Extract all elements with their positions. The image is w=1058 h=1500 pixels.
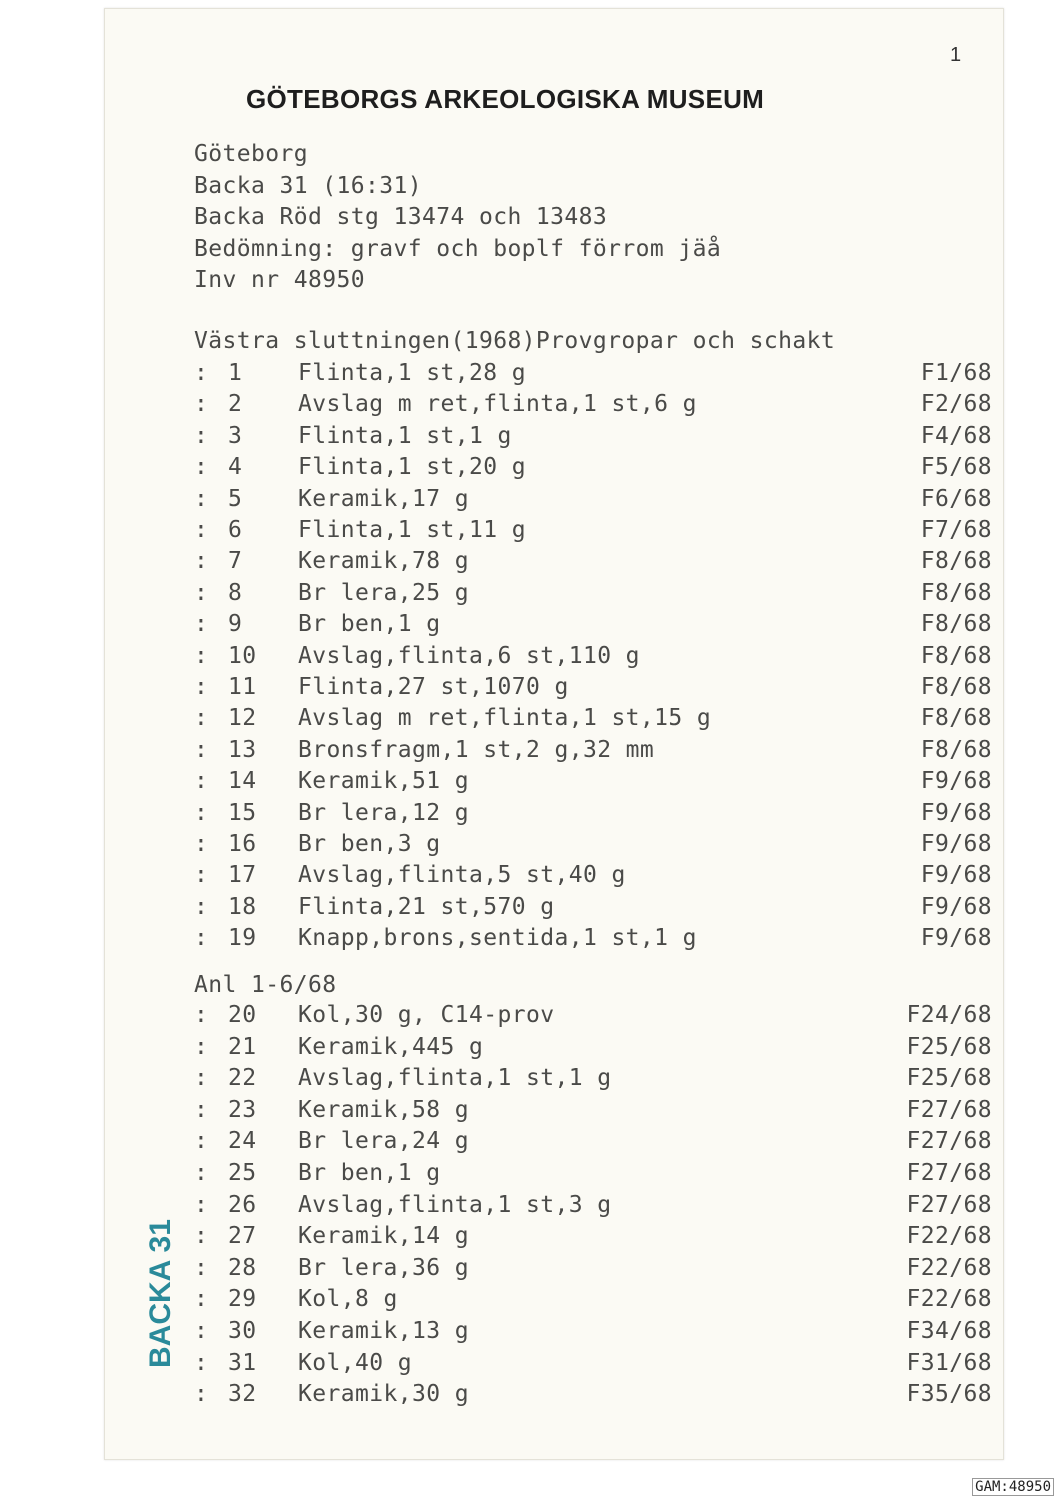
item-number: 24 bbox=[228, 1128, 257, 1155]
item-reference: F27/68 bbox=[906, 1191, 992, 1218]
item-number: 7 bbox=[228, 548, 243, 575]
museum-title: GÖTEBORGS ARKEOLOGISKA MUSEUM bbox=[246, 84, 765, 114]
item-number: 29 bbox=[228, 1286, 257, 1313]
item-reference: F27/68 bbox=[906, 1128, 992, 1155]
item-number: 20 bbox=[228, 1002, 257, 1028]
item-number: 17 bbox=[228, 862, 257, 889]
item-reference: F27/68 bbox=[906, 1160, 992, 1186]
item-number: 22 bbox=[228, 1065, 257, 1092]
item-number: 25 bbox=[228, 1160, 257, 1186]
item-description: Kol,8 g bbox=[298, 1286, 398, 1313]
item-number: 28 bbox=[228, 1254, 257, 1281]
item-number: 2 bbox=[228, 391, 243, 418]
item-reference: F8/68 bbox=[920, 674, 992, 700]
item-description: Keramik,13 g bbox=[298, 1318, 469, 1344]
item-description: Flinta,1 st,20 g bbox=[298, 454, 526, 481]
item-colon: : bbox=[194, 831, 209, 857]
item-number: 3 bbox=[228, 422, 243, 449]
item-reference: F27/68 bbox=[906, 1096, 992, 1123]
item-colon: : bbox=[194, 1223, 209, 1250]
item-number: 1 bbox=[228, 360, 243, 386]
item-description: Kol,30 g, C14-prov bbox=[298, 1002, 555, 1028]
header-line: Bedömning: gravf och boplf förrom jäå bbox=[194, 235, 722, 262]
item-description: Avslag m ret,flinta,1 st,6 g bbox=[298, 391, 697, 418]
item-description: Keramik,30 g bbox=[298, 1381, 469, 1408]
item-number: 26 bbox=[228, 1191, 257, 1218]
item-number: 11 bbox=[228, 674, 257, 700]
item-colon: : bbox=[194, 454, 209, 481]
item-number: 23 bbox=[228, 1096, 257, 1123]
item-reference: F9/68 bbox=[920, 925, 992, 952]
item-colon: : bbox=[194, 1381, 209, 1408]
item-description: Br lera,24 g bbox=[298, 1128, 469, 1155]
item-colon: : bbox=[194, 1318, 209, 1344]
item-colon: : bbox=[194, 799, 209, 826]
item-description: Keramik,445 g bbox=[298, 1033, 484, 1060]
item-description: Keramik,51 g bbox=[298, 768, 469, 795]
item-colon: : bbox=[194, 360, 209, 386]
header-line: Göteborg bbox=[194, 141, 308, 167]
item-reference: F8/68 bbox=[920, 642, 992, 669]
item-colon: : bbox=[194, 548, 209, 575]
item-reference: F8/68 bbox=[920, 548, 992, 575]
item-colon: : bbox=[194, 1128, 209, 1155]
item-number: 14 bbox=[228, 768, 257, 795]
item-colon: : bbox=[194, 1160, 209, 1186]
item-number: 12 bbox=[228, 705, 257, 732]
item-description: Avslag,flinta,1 st,1 g bbox=[298, 1065, 612, 1092]
item-colon: : bbox=[194, 579, 209, 606]
item-description: Flinta,27 st,1070 g bbox=[298, 674, 569, 700]
item-colon: : bbox=[194, 893, 209, 920]
item-reference: F8/68 bbox=[920, 611, 992, 638]
item-description: Bronsfragm,1 st,2 g,32 mm bbox=[298, 736, 655, 763]
item-colon: : bbox=[194, 1002, 209, 1028]
header-line: Backa Röd stg 13474 och 13483 bbox=[194, 204, 608, 230]
item-colon: : bbox=[194, 1286, 209, 1313]
item-reference: F9/68 bbox=[920, 831, 992, 857]
item-reference: F2/68 bbox=[920, 391, 992, 418]
item-colon: : bbox=[194, 674, 209, 700]
item-description: Br lera,36 g bbox=[298, 1254, 469, 1281]
item-description: Avslag,flinta,6 st,110 g bbox=[298, 642, 640, 669]
item-number: 6 bbox=[228, 517, 243, 543]
item-description: Flinta,1 st,1 g bbox=[298, 422, 512, 449]
footer-id: GAM:48950 bbox=[972, 1478, 1054, 1496]
item-description: Br ben,1 g bbox=[298, 1160, 441, 1186]
item-description: Br lera,25 g bbox=[298, 579, 469, 606]
item-reference: F9/68 bbox=[920, 768, 992, 795]
stamp-text: BACKA 31 bbox=[144, 1219, 177, 1368]
item-description: Flinta,21 st,570 g bbox=[298, 893, 555, 920]
item-reference: F22/68 bbox=[906, 1254, 992, 1281]
item-description: Kol,40 g bbox=[298, 1349, 412, 1376]
item-reference: F31/68 bbox=[906, 1349, 992, 1376]
item-number: 15 bbox=[228, 799, 257, 826]
item-reference: F25/68 bbox=[906, 1065, 992, 1092]
item-number: 4 bbox=[228, 454, 243, 481]
item-reference: F1/68 bbox=[920, 360, 992, 386]
item-colon: : bbox=[194, 862, 209, 889]
item-number: 9 bbox=[228, 611, 243, 638]
item-colon: : bbox=[194, 925, 209, 952]
item-colon: : bbox=[194, 517, 209, 543]
item-reference: F22/68 bbox=[906, 1223, 992, 1250]
section1-title: Västra sluttningen(1968)Provgropar och schakt bbox=[194, 328, 836, 354]
item-reference: F22/68 bbox=[906, 1286, 992, 1313]
item-colon: : bbox=[194, 642, 209, 669]
item-description: Flinta,1 st,28 g bbox=[298, 360, 526, 386]
item-number: 10 bbox=[228, 642, 257, 669]
item-colon: : bbox=[194, 611, 209, 638]
item-colon: : bbox=[194, 422, 209, 449]
item-colon: : bbox=[194, 1033, 209, 1060]
page-number: 1 bbox=[950, 44, 962, 66]
item-colon: : bbox=[194, 1065, 209, 1092]
item-colon: : bbox=[194, 1191, 209, 1218]
item-number: 16 bbox=[228, 831, 257, 857]
item-description: Avslag,flinta,5 st,40 g bbox=[298, 862, 626, 889]
item-number: 21 bbox=[228, 1033, 257, 1060]
item-number: 18 bbox=[228, 893, 257, 920]
header-line: Backa 31 (16:31) bbox=[194, 172, 422, 199]
item-description: Br ben,1 g bbox=[298, 611, 441, 638]
item-description: Keramik,14 g bbox=[298, 1223, 469, 1250]
item-description: Keramik,78 g bbox=[298, 548, 469, 575]
item-reference: F6/68 bbox=[920, 485, 992, 512]
item-reference: F34/68 bbox=[906, 1318, 992, 1344]
item-colon: : bbox=[194, 736, 209, 763]
item-description: Knapp,brons,sentida,1 st,1 g bbox=[298, 925, 697, 952]
item-number: 32 bbox=[228, 1381, 257, 1408]
section2-title: Anl 1-6/68 bbox=[194, 972, 337, 998]
item-reference: F5/68 bbox=[920, 454, 992, 481]
item-description: Keramik,17 g bbox=[298, 485, 469, 512]
item-number: 13 bbox=[228, 736, 257, 763]
item-number: 8 bbox=[228, 579, 243, 606]
backa-stamp bbox=[120, 1190, 190, 1370]
item-number: 31 bbox=[228, 1349, 257, 1376]
item-colon: : bbox=[194, 485, 209, 512]
item-description: Br ben,3 g bbox=[298, 831, 441, 857]
item-reference: F24/68 bbox=[906, 1002, 992, 1028]
item-number: 27 bbox=[228, 1223, 257, 1250]
item-reference: F25/68 bbox=[906, 1033, 992, 1060]
item-description: Flinta,1 st,11 g bbox=[298, 517, 526, 543]
item-reference: F8/68 bbox=[920, 705, 992, 732]
item-reference: F8/68 bbox=[920, 736, 992, 763]
item-reference: F7/68 bbox=[920, 517, 992, 543]
item-description: Br lera,12 g bbox=[298, 799, 469, 826]
item-colon: : bbox=[194, 1254, 209, 1281]
item-reference: F8/68 bbox=[920, 579, 992, 606]
header-line: Inv nr 48950 bbox=[194, 267, 365, 293]
item-reference: F9/68 bbox=[920, 893, 992, 920]
item-reference: F4/68 bbox=[920, 422, 992, 449]
item-colon: : bbox=[194, 1096, 209, 1123]
item-number: 19 bbox=[228, 925, 257, 952]
item-colon: : bbox=[194, 1349, 209, 1376]
item-colon: : bbox=[194, 768, 209, 795]
item-description: Avslag,flinta,1 st,3 g bbox=[298, 1191, 612, 1218]
item-number: 5 bbox=[228, 485, 243, 512]
item-reference: F35/68 bbox=[906, 1381, 992, 1408]
item-description: Keramik,58 g bbox=[298, 1096, 469, 1123]
item-colon: : bbox=[194, 705, 209, 732]
item-colon: : bbox=[194, 391, 209, 418]
item-number: 30 bbox=[228, 1318, 257, 1344]
item-description: Avslag m ret,flinta,1 st,15 g bbox=[298, 705, 712, 732]
item-reference: F9/68 bbox=[920, 799, 992, 826]
item-reference: F9/68 bbox=[920, 862, 992, 889]
